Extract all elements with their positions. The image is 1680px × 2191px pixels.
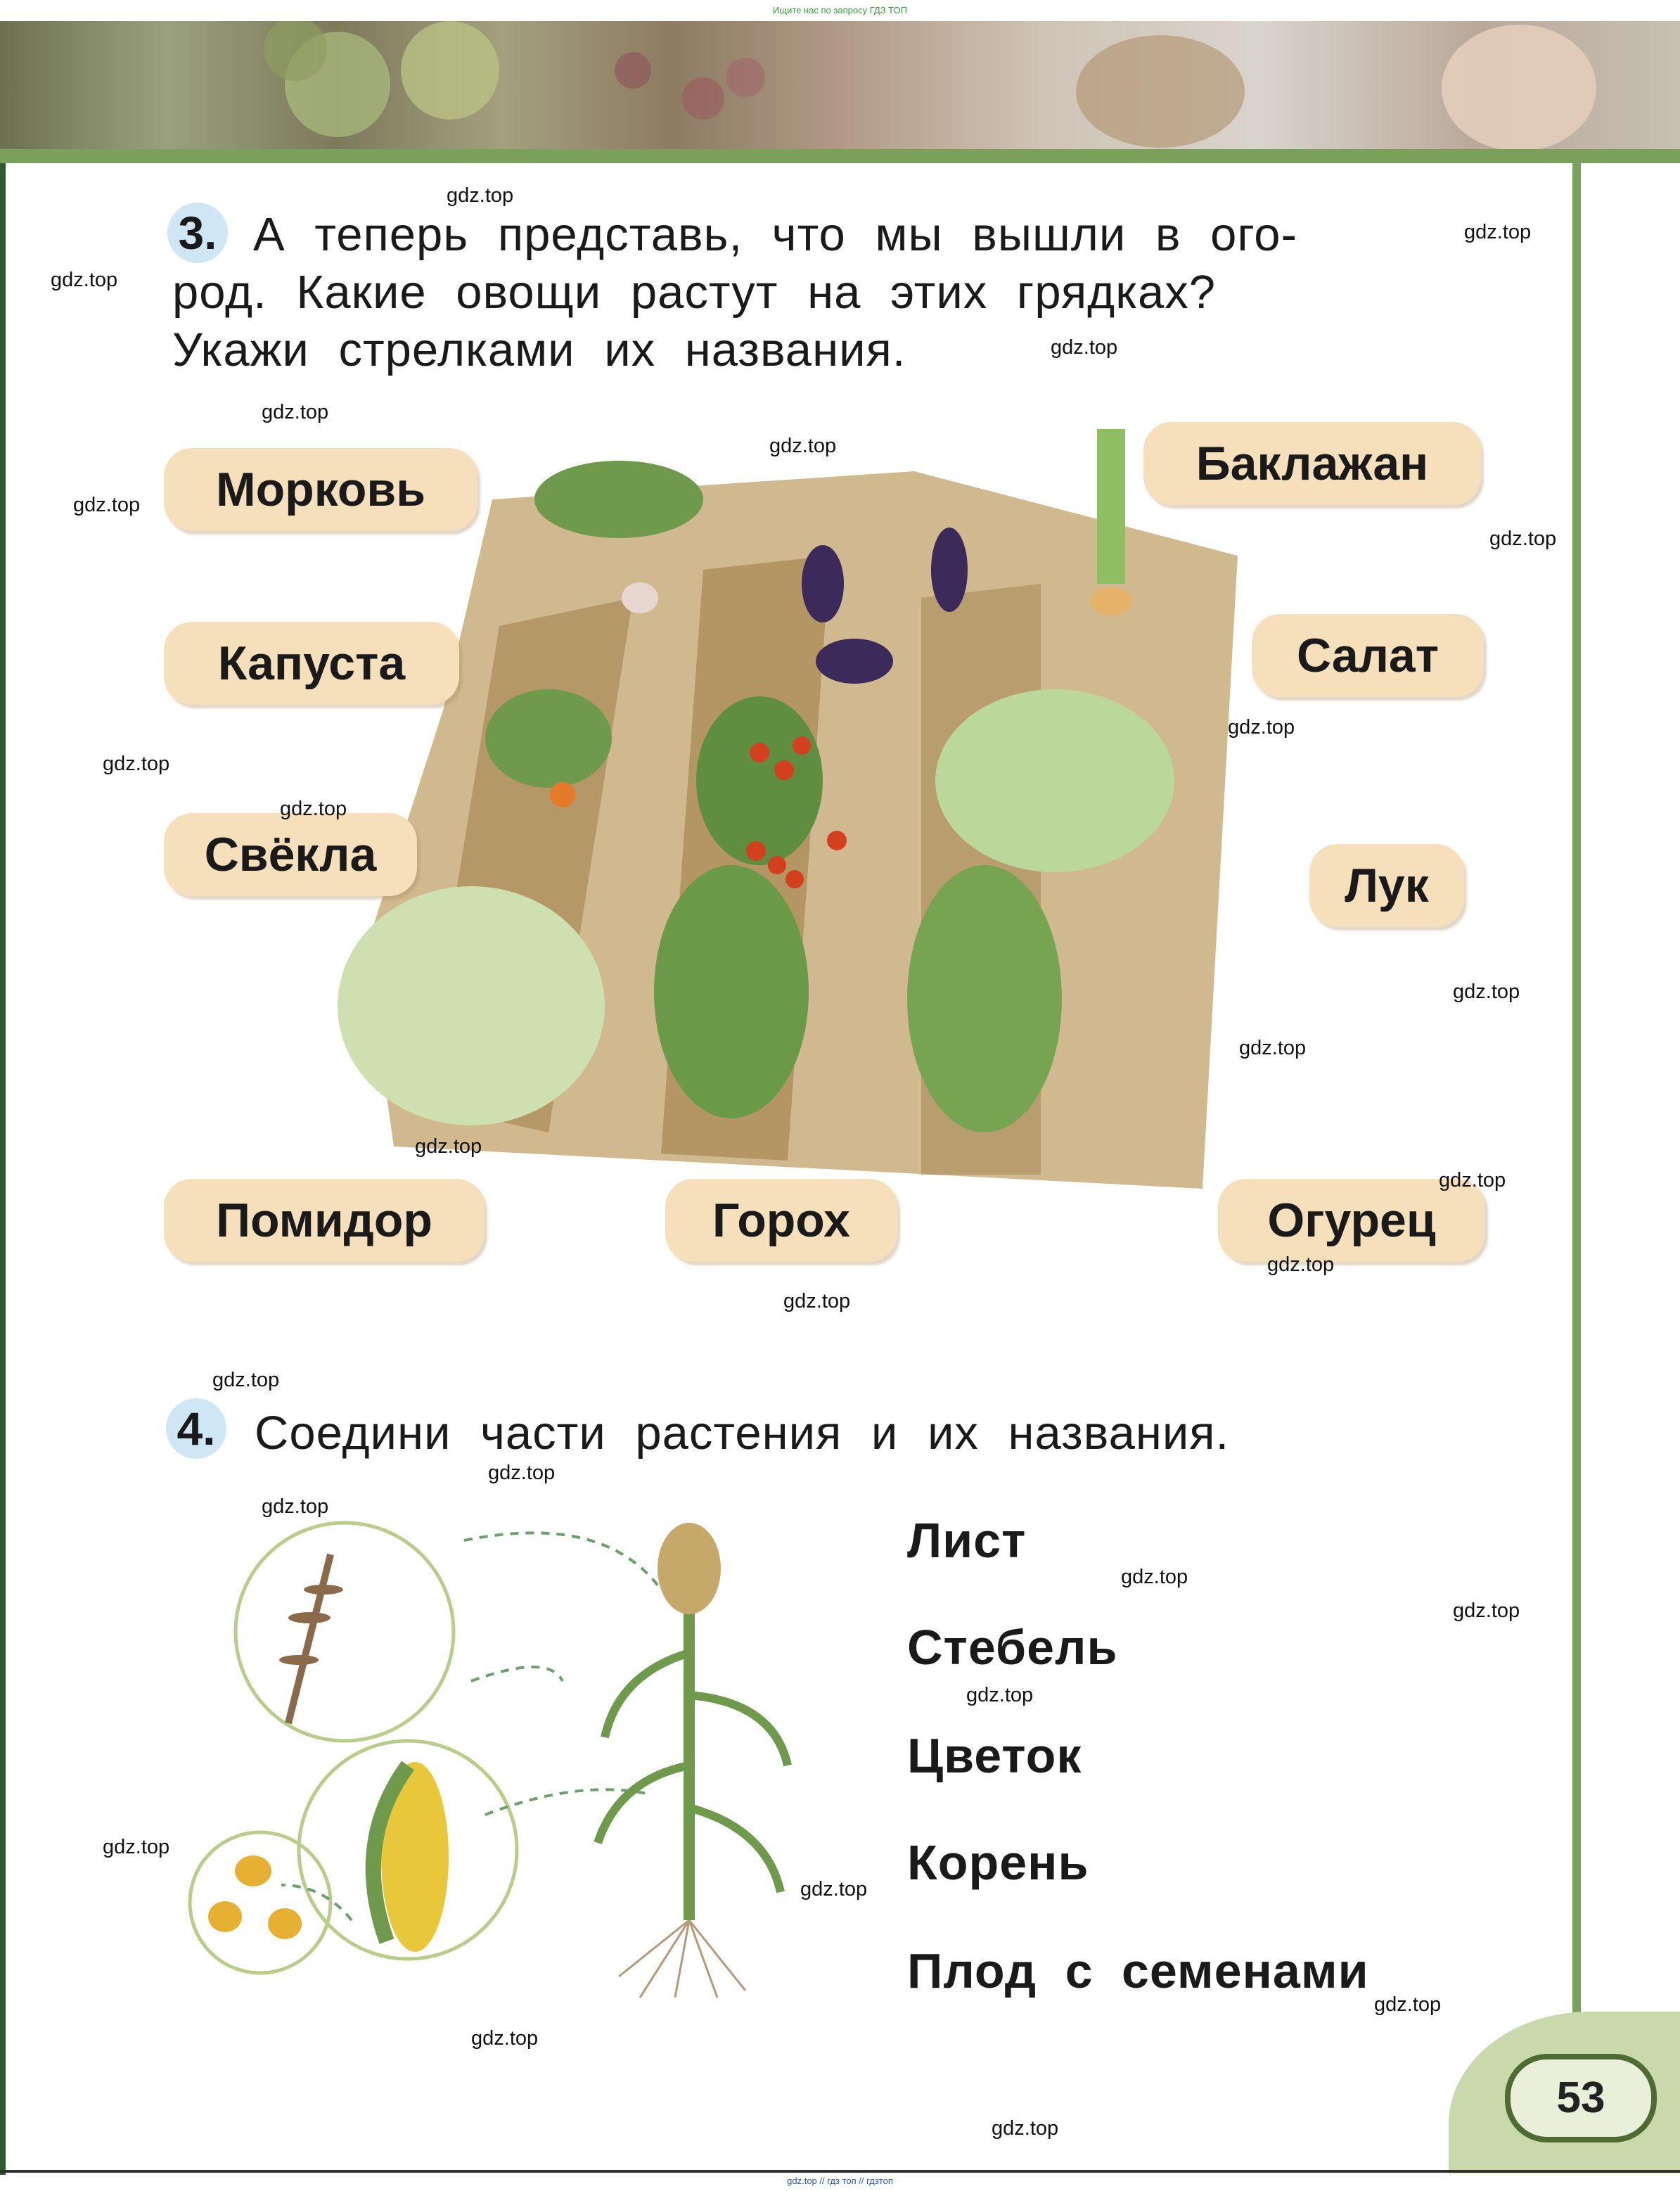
watermark: gdz.top [1267, 1253, 1335, 1276]
watermark: gdz.top [471, 2027, 539, 2050]
label-morkov[interactable]: Морковь [164, 448, 477, 531]
task-4-text: Соедини части растения и их названия. [255, 1407, 1230, 1459]
bottom-border [0, 2170, 1680, 2173]
vegetable-garden-illustration [338, 415, 1238, 1196]
task-3-number: 3. [167, 203, 228, 263]
watermark: gdz.top [212, 1369, 280, 1391]
watermark: gdz.top [415, 1135, 482, 1158]
label-goroh[interactable]: Горох [665, 1179, 897, 1262]
task-3-line-2: род. Какие овощи растут на этих грядках? [172, 266, 1217, 319]
label-pomidor[interactable]: Помидор [164, 1179, 485, 1262]
watermark: gdz.top [262, 401, 329, 423]
watermark: gdz.top [1239, 1037, 1307, 1059]
watermark: gdz.top [1453, 980, 1520, 1003]
watermark: gdz.top [1439, 1169, 1506, 1192]
watermark: gdz.top [1453, 1599, 1520, 1622]
watermark: gdz.top [488, 1462, 556, 1484]
watermark: gdz.top [1464, 221, 1532, 243]
watermark: gdz.top [73, 494, 141, 516]
watermark: gdz.top [103, 1836, 170, 1858]
label-luk[interactable]: Лук [1309, 844, 1464, 927]
watermark: gdz.top [51, 269, 118, 291]
header-banner-photo [0, 21, 1680, 149]
label-ogurec[interactable]: Огурец [1218, 1179, 1485, 1262]
task-3-line-3: Укажи стрелками их названия. [172, 324, 906, 376]
watermark: gdz.top [280, 798, 347, 820]
footer-note: gdz.top // гдз топ // гдзтоп [787, 2176, 893, 2186]
label-salat[interactable]: Салат [1252, 614, 1484, 697]
watermark: gdz.top [1374, 1993, 1442, 2016]
watermark: gdz.top [447, 184, 514, 207]
part-stebel[interactable]: Стебель [907, 1620, 1118, 1675]
label-baklazhan[interactable]: Баклажан [1143, 422, 1481, 505]
watermark: gdz.top [1228, 716, 1295, 739]
watermark: gdz.top [783, 1290, 851, 1312]
banner-illustration [0, 21, 1680, 149]
search-hint: Ищите нас по запросу ГДЗ ТОП [773, 5, 907, 15]
label-kapusta[interactable]: Капуста [164, 622, 459, 705]
watermark: gdz.top [769, 435, 837, 457]
label-svekla[interactable]: Свёкла [164, 813, 417, 896]
header-green-bar [0, 149, 1680, 163]
watermark: gdz.top [1489, 528, 1557, 550]
task-4-number: 4. [166, 1398, 226, 1459]
watermark: gdz.top [1121, 1566, 1188, 1588]
watermark: gdz.top [262, 1495, 329, 1518]
page-spine-edge [0, 163, 6, 2175]
watermark: gdz.top [966, 1684, 1034, 1706]
part-koren[interactable]: Корень [907, 1835, 1089, 1890]
part-cvetok[interactable]: Цветок [907, 1728, 1082, 1783]
task-3-line-1: А теперь представь, что мы вышли в ого- [253, 208, 1297, 261]
watermark: gdz.top [800, 1878, 868, 1901]
part-list[interactable]: Лист [907, 1513, 1027, 1568]
watermark: gdz.top [1051, 336, 1118, 359]
watermark: gdz.top [103, 753, 170, 775]
right-green-rail [1572, 163, 1581, 2062]
watermark: gdz.top [992, 2117, 1059, 2140]
page-number: 53 [1505, 2054, 1657, 2142]
corn-plant-illustration [183, 1512, 802, 2005]
part-plod-s-semenami[interactable]: Плод с семенами [907, 1943, 1369, 1998]
